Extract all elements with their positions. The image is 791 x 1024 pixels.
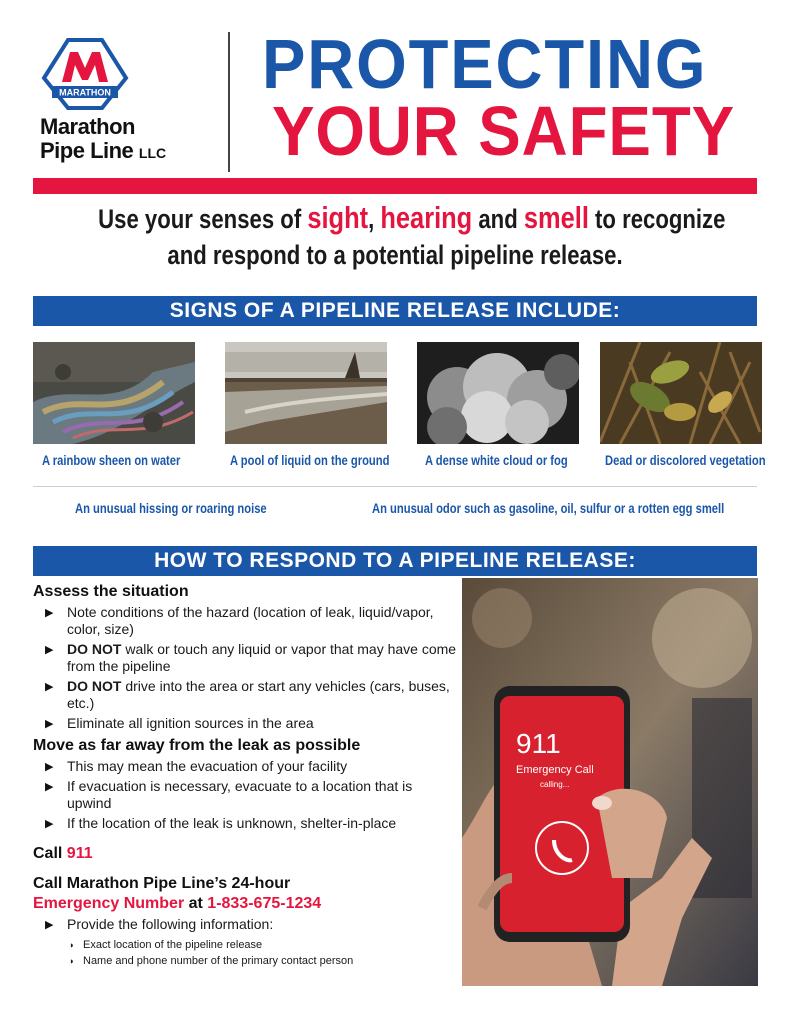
small-triangle-bullet-icon: ◗	[69, 956, 75, 966]
list-item	[33, 678, 458, 712]
move-text: If the location of the leak is unknown, shelter-in-place	[67, 815, 397, 831]
emergency-phone-number: 1-833-675-1234	[207, 895, 322, 912]
assess-text: drive into the area or start any vehicles (cars, buses, etc.)	[67, 678, 450, 711]
brand-line1: Marathon	[40, 114, 135, 139]
list-item	[33, 758, 458, 775]
dead-vegetation-photo	[600, 342, 762, 444]
intro-part1: Use your senses of	[98, 204, 308, 234]
assess-strong: DO NOT	[67, 678, 122, 694]
sign-caption-vegetation: Dead or discolored vegetation	[605, 452, 766, 468]
red-divider-bar	[33, 178, 757, 194]
move-list	[33, 758, 458, 832]
marathon-m-icon	[38, 38, 188, 110]
call-marathon	[33, 874, 458, 914]
assess-text: walk or touch any liquid or vapor that may have come from the pipeline	[67, 641, 457, 674]
provide-text: Provide the following information:	[67, 916, 274, 932]
call-label: Call	[33, 845, 67, 862]
triangle-bullet-icon: ▶	[45, 681, 54, 693]
signs-divider	[33, 486, 757, 487]
phone-screen-number: 911	[516, 728, 561, 759]
list-item	[33, 815, 458, 832]
call-mpl-at: at	[184, 895, 208, 912]
triangle-bullet-icon: ▶	[45, 818, 54, 830]
move-text: This may mean the evacuation of your facility	[67, 758, 348, 774]
emergency-number-label: Emergency Number	[33, 895, 185, 912]
intro-hearing: hearing	[380, 200, 473, 235]
triangle-bullet-icon: ▶	[45, 781, 54, 793]
list-item	[33, 953, 458, 969]
intro-and: and	[472, 204, 524, 234]
small-triangle-bullet-icon: ◗	[69, 940, 75, 950]
phone-screen-label: Emergency Call	[516, 764, 594, 776]
intro-part2: to recognize	[588, 204, 726, 234]
intro-sight: sight	[307, 200, 369, 235]
intro-smell: smell	[523, 200, 589, 235]
list-item	[33, 778, 458, 812]
company-name	[40, 115, 166, 165]
sign-caption-cloud: A dense white cloud or fog	[425, 452, 568, 468]
sign-caption-pool: A pool of liquid on the ground	[230, 452, 390, 468]
brand-line2: Pipe Line	[40, 138, 134, 163]
triangle-bullet-icon: ▶	[45, 644, 54, 656]
list-item	[33, 715, 458, 732]
triangle-bullet-icon: ▶	[45, 718, 54, 730]
move-heading: Move as far away from the leak as possible	[33, 737, 361, 754]
list-item	[33, 937, 458, 953]
white-cloud-photo	[417, 342, 579, 444]
respond-heading: HOW TO RESPOND TO A PIPELINE RELEASE:	[33, 546, 757, 576]
move-text: If evacuation is necessary, evacuate to a location that is upwind	[67, 778, 413, 811]
provide-item-text: Name and phone number of the primary contact person	[83, 955, 354, 967]
call-number: 911	[66, 845, 93, 862]
sign-caption-rainbow: A rainbow sheen on water	[42, 452, 181, 468]
assess-strong: DO NOT	[67, 641, 122, 657]
intro-line2: and respond to a potential pipeline release.	[167, 240, 623, 270]
call-mpl-line1: Call Marathon Pipe Line’s 24-hour	[33, 875, 291, 892]
provide-list	[33, 916, 458, 933]
triangle-bullet-icon: ▶	[45, 761, 54, 773]
liquid-pool-photo	[225, 342, 387, 444]
rainbow-sheen-photo	[33, 342, 195, 444]
phone-screen-status: calling...	[540, 780, 570, 789]
list-item	[33, 916, 458, 933]
assess-list	[33, 604, 458, 732]
assess-text: Eliminate all ignition sources in the area	[67, 715, 314, 731]
emergency-call-photo	[462, 578, 758, 986]
logo-wordmark: MARATHON	[59, 87, 111, 98]
respond-steps	[33, 582, 458, 969]
sign-caption-odor: An unusual odor such as gasoline, oil, sulfur or a rotten egg smell	[372, 500, 725, 516]
title-line1: PROTECTING	[262, 25, 708, 103]
brand-llc: LLC	[138, 145, 167, 161]
list-item	[33, 641, 458, 675]
provide-item-text: Exact location of the pipeline release	[83, 939, 263, 951]
header-divider	[228, 32, 230, 172]
intro-text	[33, 200, 757, 273]
triangle-bullet-icon: ▶	[45, 919, 54, 931]
intro-comma: ,	[368, 204, 381, 234]
assess-heading: Assess the situation	[33, 583, 189, 600]
sign-caption-noise: An unusual hissing or roaring noise	[75, 500, 267, 516]
marathon-logo	[38, 38, 188, 110]
call-911	[33, 844, 458, 864]
list-item	[33, 604, 458, 638]
signs-heading: SIGNS OF A PIPELINE RELEASE INCLUDE:	[33, 296, 757, 326]
assess-text: Note conditions of the hazard (location of leak, liquid/vapor, color, size)	[67, 604, 434, 637]
triangle-bullet-icon: ▶	[45, 607, 54, 619]
title-line2: YOUR SAFETY	[272, 92, 736, 170]
provide-sub-list	[33, 937, 458, 969]
